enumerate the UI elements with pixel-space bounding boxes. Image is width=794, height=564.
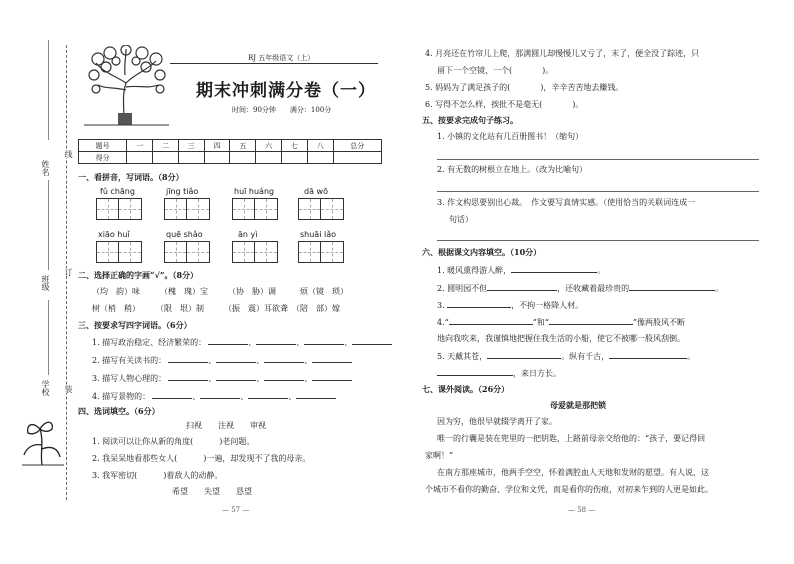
article-paragraph: 家啊！” — [425, 451, 454, 460]
score-cell[interactable] — [153, 152, 179, 164]
question-text: 3. 作文构思要别出心裁。 作文要写真情实感。（使用恰当的关联词连成一 — [437, 198, 696, 207]
score-header-cell: 六 — [256, 140, 282, 152]
score-header-cell: 二 — [153, 140, 179, 152]
question-text: 4.“ ”和“ ”像两股风不断 — [437, 318, 686, 327]
question-text: 3. 我军密切( )着敌人的动静。 — [92, 471, 223, 480]
section-4-title: 四、选词填空。（6分） — [78, 406, 160, 416]
character-grid[interactable] — [232, 241, 278, 263]
pinyin-label: shuāi lǎo — [300, 230, 336, 239]
score-header-cell: 总分 — [333, 140, 381, 152]
score-header-cell: 一 — [127, 140, 153, 152]
section-7-title: 七、课外阅读。（26分） — [422, 384, 510, 394]
page-number-right: — 58 — — [568, 506, 596, 514]
pinyin-label: ān yì — [238, 230, 258, 239]
question-text: 1. 暖风熏得游人醉， 。 — [437, 266, 606, 275]
pinyin-label: jīng tiǎo — [166, 187, 199, 196]
page-title: 期末冲刺满分卷（一） — [196, 81, 376, 101]
header-divider — [170, 63, 378, 64]
gutter-name-line — [48, 40, 49, 140]
score-cell[interactable] — [178, 152, 204, 164]
answer-line[interactable] — [437, 159, 759, 160]
score-cell[interactable] — [230, 152, 256, 164]
question-text: 2. 我呆呆地看那些女人( )一遍，却发现不了我的母亲。 — [92, 454, 311, 463]
character-grid[interactable] — [96, 241, 142, 263]
pinyin-label: xiāo huǐ — [98, 230, 130, 239]
score-header-cell: 五 — [230, 140, 256, 152]
gutter-order-label: 订 — [64, 268, 73, 276]
article-paragraph: 因为穷，他很早就辍学离开了家。 — [437, 417, 557, 426]
score-header-cell: 四 — [204, 140, 230, 152]
question-text: 句话） — [449, 215, 473, 224]
question-text: 5. 妈妈为了满足孩子的( )，辛辛苦苦地去赚钱。 — [425, 83, 624, 92]
section-2-title: 二、选择正确的字画“√”。（8分） — [78, 270, 199, 280]
pinyin-label: huī huáng — [234, 187, 275, 196]
gutter-school-line — [48, 300, 49, 375]
question-text: 3. 描写人物心理的： 、 、 、 — [92, 372, 352, 384]
article-title: 母爱就是那把锁 — [550, 400, 606, 410]
score-cell[interactable] — [333, 152, 381, 164]
pinyin-label: dā wō — [304, 187, 328, 196]
section-6-title: 六、根据课文内容填空。（10分） — [422, 247, 542, 257]
question-text: 地向我吹来，我谨慎地把握住我生活的小船，使它不被哪一股风刮倒。 — [437, 334, 685, 343]
gutter-class-label: 班级 — [41, 275, 50, 291]
pinyin-label: quē shǎo — [166, 230, 203, 239]
gutter-class-line — [48, 180, 49, 270]
character-grid[interactable] — [164, 198, 210, 220]
question-text: 4. 描写景物的： 、 、 、 — [92, 390, 336, 402]
page-number-left: — 57 — — [222, 506, 250, 514]
character-grid[interactable] — [298, 241, 344, 263]
question-text: ，来日方长。 — [437, 367, 561, 379]
question-text: 5. 天戴其苍， 。纵有千古， 。 — [437, 352, 696, 361]
score-cell[interactable] — [204, 152, 230, 164]
question-text: 2. 圆明园不但 ，还收藏着最珍贵的 。 — [437, 284, 724, 293]
question-text: 3. ，不拘一格降人材。 — [437, 301, 584, 310]
question-text: 2. 有无数的树根立在地上。（改为比喻句） — [437, 165, 588, 174]
question-text: 1. 小镇的文化站有几百册图书！（缩句） — [437, 132, 584, 141]
tree-illustration — [84, 45, 169, 127]
time-info: 时间：90分钟 满分：100分 — [232, 106, 332, 114]
question-text: 1. 描写政治稳定、经济繁荣的： 、 、 、 — [92, 336, 392, 348]
score-cell[interactable] — [127, 152, 153, 164]
word-choices: 扫视 注视 审视 — [186, 421, 266, 430]
gutter-line-label: 线 — [64, 150, 73, 158]
grade-tag: RJ 五年级语文（上） — [248, 54, 315, 62]
pinyin-label: fǔ chāng — [100, 187, 135, 196]
article-paragraph: 在南方那座城市，他两手空空，怀着满腔血人天地和发财的愿望。有人说，这 — [437, 468, 709, 477]
section-1-title: 一、看拼音，写词语。（8分） — [78, 172, 184, 182]
score-cell[interactable] — [282, 152, 308, 164]
choice-row-1[interactable]: （均 韵）味 （槐 瑰）宝 （协 胁）调 烦（镜 琐） — [92, 287, 348, 296]
flower-illustration — [18, 415, 66, 470]
character-grid[interactable] — [232, 198, 278, 220]
gutter-name-label: 姓名 — [41, 160, 50, 176]
score-header-cell: 七 — [282, 140, 308, 152]
gutter-bind-label: 装 — [64, 385, 73, 393]
score-header-cell: 八 — [307, 140, 333, 152]
score-header-cell: 三 — [178, 140, 204, 152]
answer-line[interactable] — [437, 240, 759, 241]
character-grid[interactable] — [96, 198, 142, 220]
word-choices: 希望 失望 恳望 — [172, 487, 252, 496]
score-cell[interactable] — [256, 152, 282, 164]
question-text: 留下一个空镜、一个( )。 — [437, 66, 554, 75]
question-text: 1. 阅读可以让你从新的角度( )老问题。 — [92, 437, 255, 446]
score-table — [78, 139, 382, 164]
score-cell[interactable] — [307, 152, 333, 164]
section-3-title: 三、按要求写四字词语。（6分） — [78, 320, 192, 330]
article-paragraph: 个城市不看你的勤奋、学位和文凭，而是看你的伤痕，对初来乍到的人更是如此。 — [425, 485, 713, 494]
question-text: 2. 描写有关读书的： 、 、 、 — [92, 354, 352, 366]
article-paragraph: 唯一的行囊是装在兜里的一把钥匙，上路前母亲交给他的：“孩子，要记得回 — [437, 434, 706, 443]
character-grid[interactable] — [164, 241, 210, 263]
score-header-cell: 题号 — [79, 140, 127, 152]
question-text: 6. 写得不怎么样，挨批不是毫无( )。 — [425, 100, 584, 109]
score-row-label: 得分 — [79, 152, 127, 164]
choice-row-2[interactable]: 树（梢 稍） （限 垠）制 （振 震）耳欲聋 （陪 部）嫁 — [92, 304, 340, 313]
section-5-title: 五、按要求完成句子练习。 — [422, 115, 518, 125]
answer-line[interactable] — [437, 191, 759, 192]
character-grid[interactable] — [298, 198, 344, 220]
gutter-school-label: 学校 — [41, 380, 50, 396]
question-text: 4. 月亮还在竹帘儿上爬，那满圆儿却慢慢儿又亏了，末了，便全没了踪迹，只 — [425, 49, 700, 58]
